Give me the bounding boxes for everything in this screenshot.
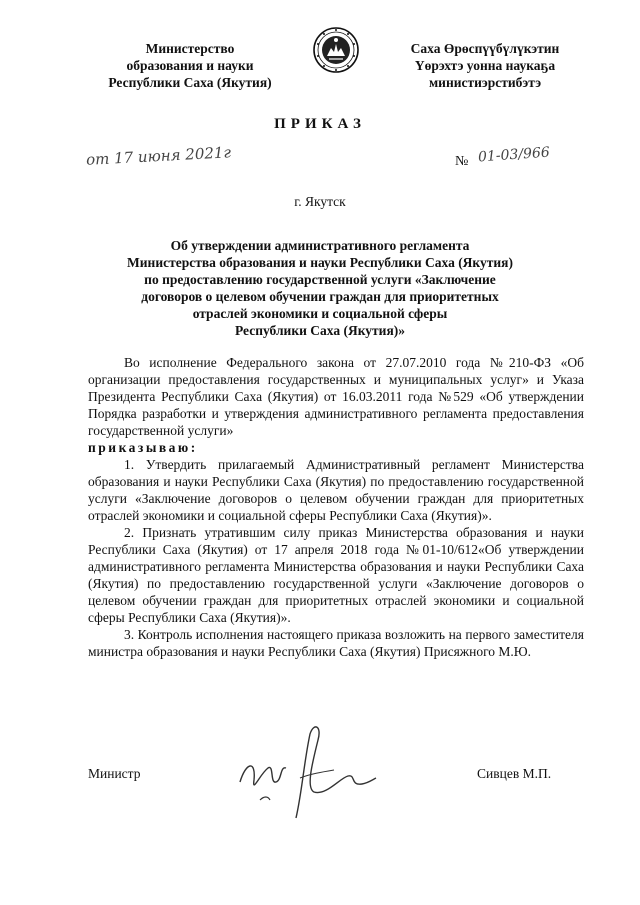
header-right-line: министиэрстибэтэ [428,75,542,90]
order-item-3: 3. Контроль исполнения настоящего приказа возложить на первого заместителя министра образования и науки Республики Саха (Якутия) Присяжного М.Ю. [88,627,584,659]
number-label: № [455,154,469,169]
handwritten-number: 01-03/966 [477,144,551,166]
header-left-line: Республики Саха (Якутия) [108,75,272,90]
handwritten-date: от 17 июня 2021г [85,143,232,169]
order-word: приказываю: [88,440,198,455]
ministry-name-yakut [370,40,600,91]
handwritten-signature [230,722,380,822]
coat-of-arms-emblem [312,26,360,74]
header-right-line: Саха Өрөспүүбүлүкэтин [410,41,560,56]
document-title: ПРИКАЗ [274,116,366,132]
header-left-line: Министерство [145,41,235,56]
city-name: г. Якутск [294,194,346,209]
order-item-1: 1. Утвердить прилагаемый Административный регламент Министерства образования и науки Республики Саха (Якутия) по предоставлению государственной услуги «Заключение договоров о целевом обучении граждан для приоритетных отраслей экономики и социальной сферы Республики Саха (Якутия)». [88,457,584,523]
header-left-line: образования и науки [126,58,254,73]
signatory-title: Министр [88,766,141,781]
ministry-name-russian [80,40,300,91]
subject-line: по предоставлению государственной услуги «Заключение [144,272,496,287]
preamble-paragraph: Во исполнение Федерального закона от 27.07.2010 года №210-ФЗ «Об организации предоставления государственных и муниципальных услуг» и Указа Президента Республики Саха (Якутия) от 16.03.2011 года №529 «Об утверждении Порядка разработки и утверждения административного регламента предоставления государственной услуги» [88,355,584,438]
subject-line: договоров о целевом обучении граждан для приоритетных [141,289,499,304]
order-item-2: 2. Признать утратившим силу приказ Министерства образования и науки Республики Саха (Якутия) от 17 апреля 2018 года №01-10/612«Об утверждении административного регламента Министерства образования и науки Республики Саха (Якутия) по предоставлению государственной услуги «Заключение договоров о целевом обучении граждан для приоритетных отраслей экономики и социальной сферы Республики Саха (Якутия)». [88,525,584,625]
order-subject [100,237,540,339]
subject-line: Республики Саха (Якутия)» [234,323,405,338]
header-right-line: Үөрэхтэ уонна наукаҕа [414,58,556,73]
order-body [88,354,584,660]
signatory-name: Сивцев М.П. [477,766,552,781]
subject-line: Об утверждении административного регламента [170,238,470,253]
subject-line: Министерства образования и науки Республики Саха (Якутия) [127,255,513,270]
subject-line: отраслей экономики и социальной сферы [192,306,448,321]
